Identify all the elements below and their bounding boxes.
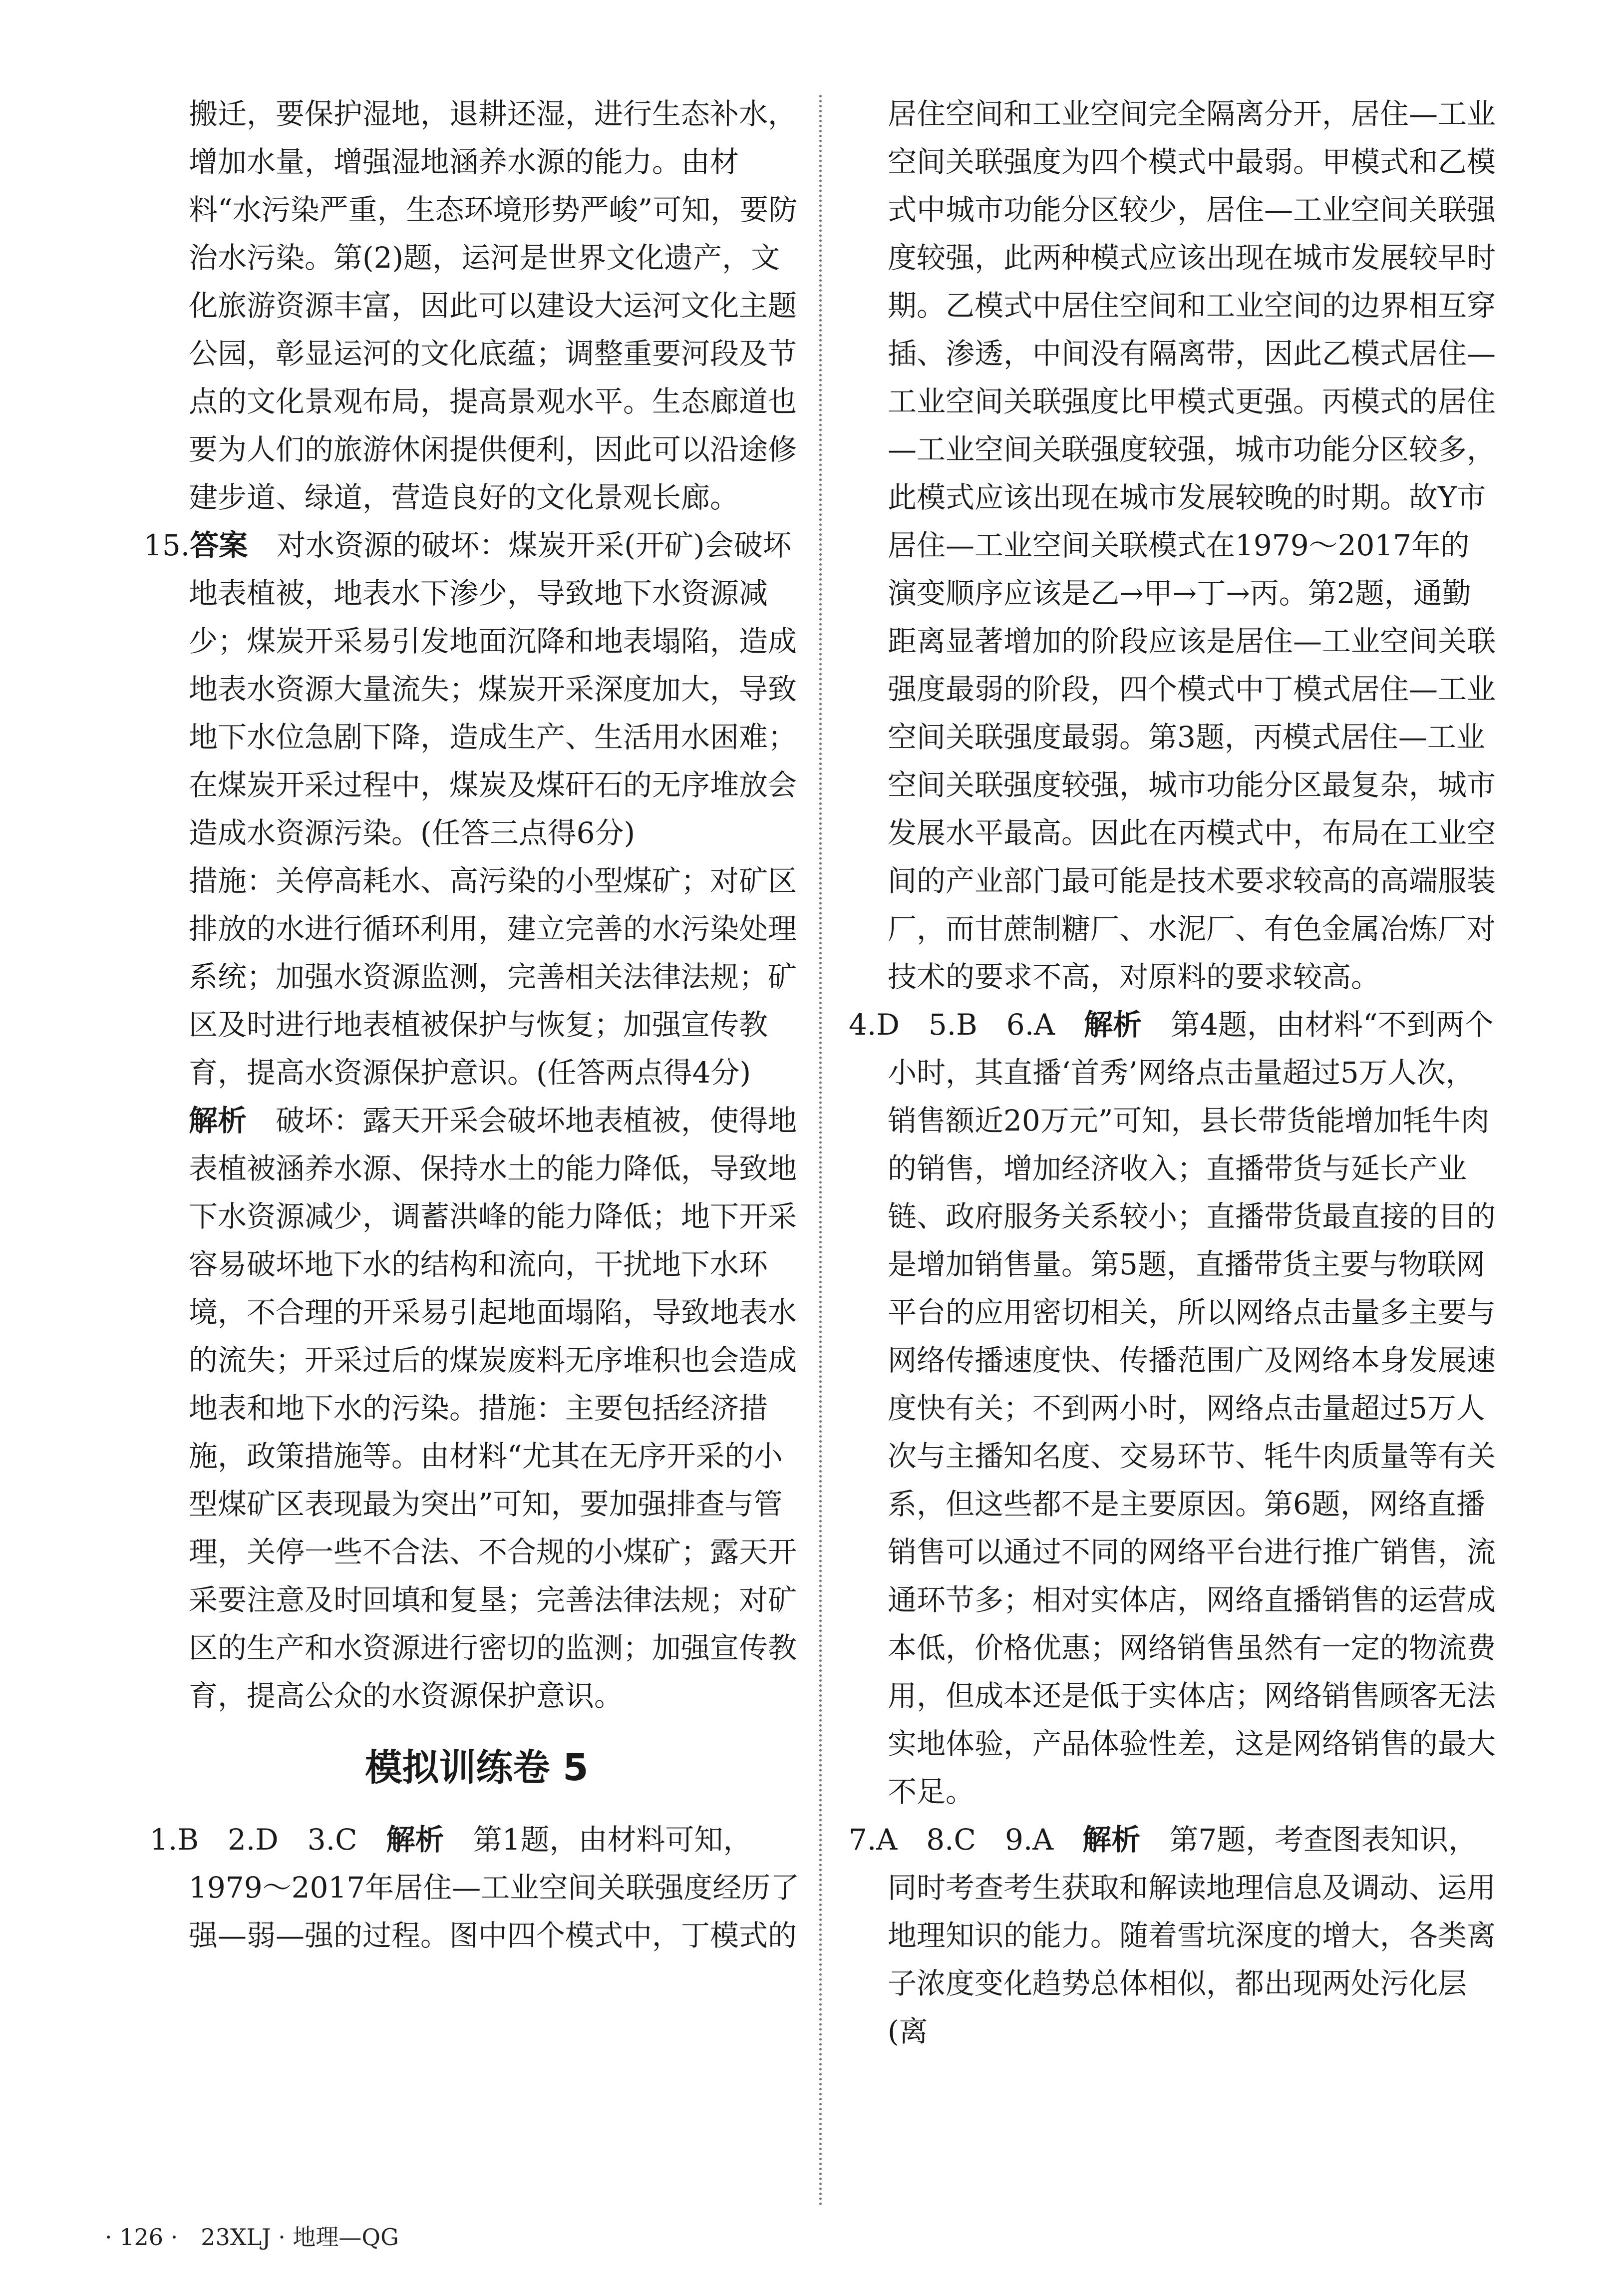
analysis-label: 解析	[386, 1823, 444, 1857]
page-number: · 126 ·	[105, 2224, 178, 2251]
section-title: 模拟训练卷 5	[365, 1746, 589, 1789]
q4-6-text: 第4题，由材料“不到两个小时，其直播‘首秀’网络点击量超过5万人次，销售额近20万元”可知，县长带货能增加牦牛肉的销售，增加经济收入；直播带货与延长产业链、政府服务关系较小；直播带货最直接的目的是增加销售量。第5题，直播带货主要与物联网平台的应用密切相关，所以网络点击量多主要与网络传播速度快、传播范围广及网络本身发展速度快有关；不到两小时，网络点击量超过5万人次与主播知名度、交易环节、牦牛肉质量等有关系，但这些都不是主要原因。第6题，网络直播销售可以通过不同的网络平台进行推广销售，流通环节多；相对实体店，网络直播销售的运营成本低，价格优惠；网络销售虽然有一定的物流费用，但成本还是低于实体店；网络销售顾客无法实地体验，产品体验性差，这是网络销售的最大不足。	[888, 1008, 1496, 1809]
q4-6-answer	[849, 1001, 1498, 1816]
left-column	[144, 90, 804, 1959]
analysis-label: 解析	[189, 1104, 247, 1138]
q7-9-answers: 7.A 8.C 9.A	[849, 1823, 1054, 1857]
book-code: 23XLJ · 地理—QG	[201, 2224, 399, 2251]
q15-analysis-text: 破坏：露天开采会破坏地表植被，使得地表植被涵养水源、保持水土的能力降低，导致地下水资源减少，调蓄洪峰的能力降低；地下开采容易破坏地下水的结构和流向，干扰地下水环境，不合理的开采易引起地面塌陷，导致地表水的流失；开采过后的煤炭废料无序堆积也会造成地表和地下水的污染。措施：主要包括经济措施，政策措施等。由材料“尤其在无序开采的小型煤矿区表现最为突出”可知，要加强排查与管理，关停一些不合法、不合规的小煤矿；露天开采要注意及时回填和复垦；完善法律法规；对矿区的生产和水资源进行密切的监测；加强宣传教育，提高公众的水资源保护意识。	[189, 1104, 797, 1713]
analysis-label: 解析	[1082, 1823, 1141, 1857]
q1-3-answer	[150, 1816, 804, 1959]
paragraph-q14-continued: 搬迁，要保护湿地，退耕还湿，进行生态补水，增加水量，增强湿地涵养水源的能力。由材料“水污染严重，生态环境形势严峻”可知，要防治水污染。第(2)题，运河是世界文化遗产，文化旅游资源丰富，因此可以建设大运河文化主题公园，彰显运河的文化底蕴；调整重要河段及节点的文化景观布局，提高景观水平。生态廊道也要为人们的旅游休闲提供便利，因此可以沿途修建步道、绿道，营造良好的文化景观长廊。	[189, 97, 798, 514]
q7-9-answer	[849, 1816, 1498, 2055]
column-divider	[819, 95, 822, 2207]
q1-3-text: 第1题，由材料可知，1979～2017年居住—工业空间关联强度经历了强—弱—强的过程。图中四个模式中，丁模式的	[189, 1823, 800, 1952]
q15-answer	[144, 521, 804, 857]
answer-label: 答案	[190, 528, 248, 562]
q15-measures: 措施：关停高耗水、高污染的小型煤矿；对矿区排放的水进行循环利用，建立完善的水污染处理系统；加强水资源监测，完善相关法律法规；矿区及时进行地表植被保护与恢复；加强宣传教育，提高水资源保护意识。(任答两点得4分)	[189, 864, 797, 1090]
q15-number: 15.	[144, 528, 190, 562]
q15-answer-text: 对水资源的破坏：煤炭开采(开矿)会破坏地表植被，地表水下渗少，导致地下水资源减少；煤炭开采易引发地面沉降和地表塌陷，造成地表水资源大量流失；煤炭开采深度加大，导致地下水位急剧下降，造成生产、生活用水困难；在煤炭开采过程中，煤炭及煤矸石的无序堆放会造成水资源污染。(任答三点得6分)	[189, 528, 797, 850]
q1-3-answers: 1.B 2.D 3.C	[150, 1823, 357, 1857]
right-column	[849, 90, 1498, 2055]
q15-analysis	[150, 1097, 804, 1720]
page-footer	[105, 2222, 399, 2252]
q7-9-text: 第7题，考查图表知识，同时考查考生获取和解读地理信息及调动、运用地理知识的能力。随着雪坑深度的增大，各类离子浓度变化趋势总体相似，都出现两处污化层(离	[888, 1823, 1496, 2048]
paragraph-q1-3-continued: 居住空间和工业空间完全隔离分开，居住—工业空间关联强度为四个模式中最弱。甲模式和乙模式中城市功能分区较少，居住—工业空间关联强度较强，此两种模式应该出现在城市发展较早时期。乙模式中居住空间和工业空间的边界相互穿插、渗透，中间没有隔离带，因此乙模式居住—工业空间关联强度比甲模式更强。丙模式的居住—工业空间关联强度较强，城市功能分区较多，此模式应该出现在城市发展较晚的时期。故Y市居住—工业空间关联模式在1979～2017年的演变顺序应该是乙→甲→丁→丙。第2题，通勤距离显著增加的阶段应该是居住—工业空间关联强度最弱的阶段，四个模式中丁模式居住—工业空间关联强度最弱。第3题，丙模式居住—工业空间关联强度较强，城市功能分区最复杂，城市发展水平最高。因此在丙模式中，布局在工业空间的产业部门最可能是技术要求较高的高端服装厂，而甘蔗制糖厂、水泥厂、有色金属冶炼厂对技术的要求不高，对原料的要求较高。	[888, 97, 1496, 994]
q4-6-answers: 4.D 5.B 6.A	[849, 1008, 1055, 1042]
analysis-label: 解析	[1084, 1008, 1142, 1042]
